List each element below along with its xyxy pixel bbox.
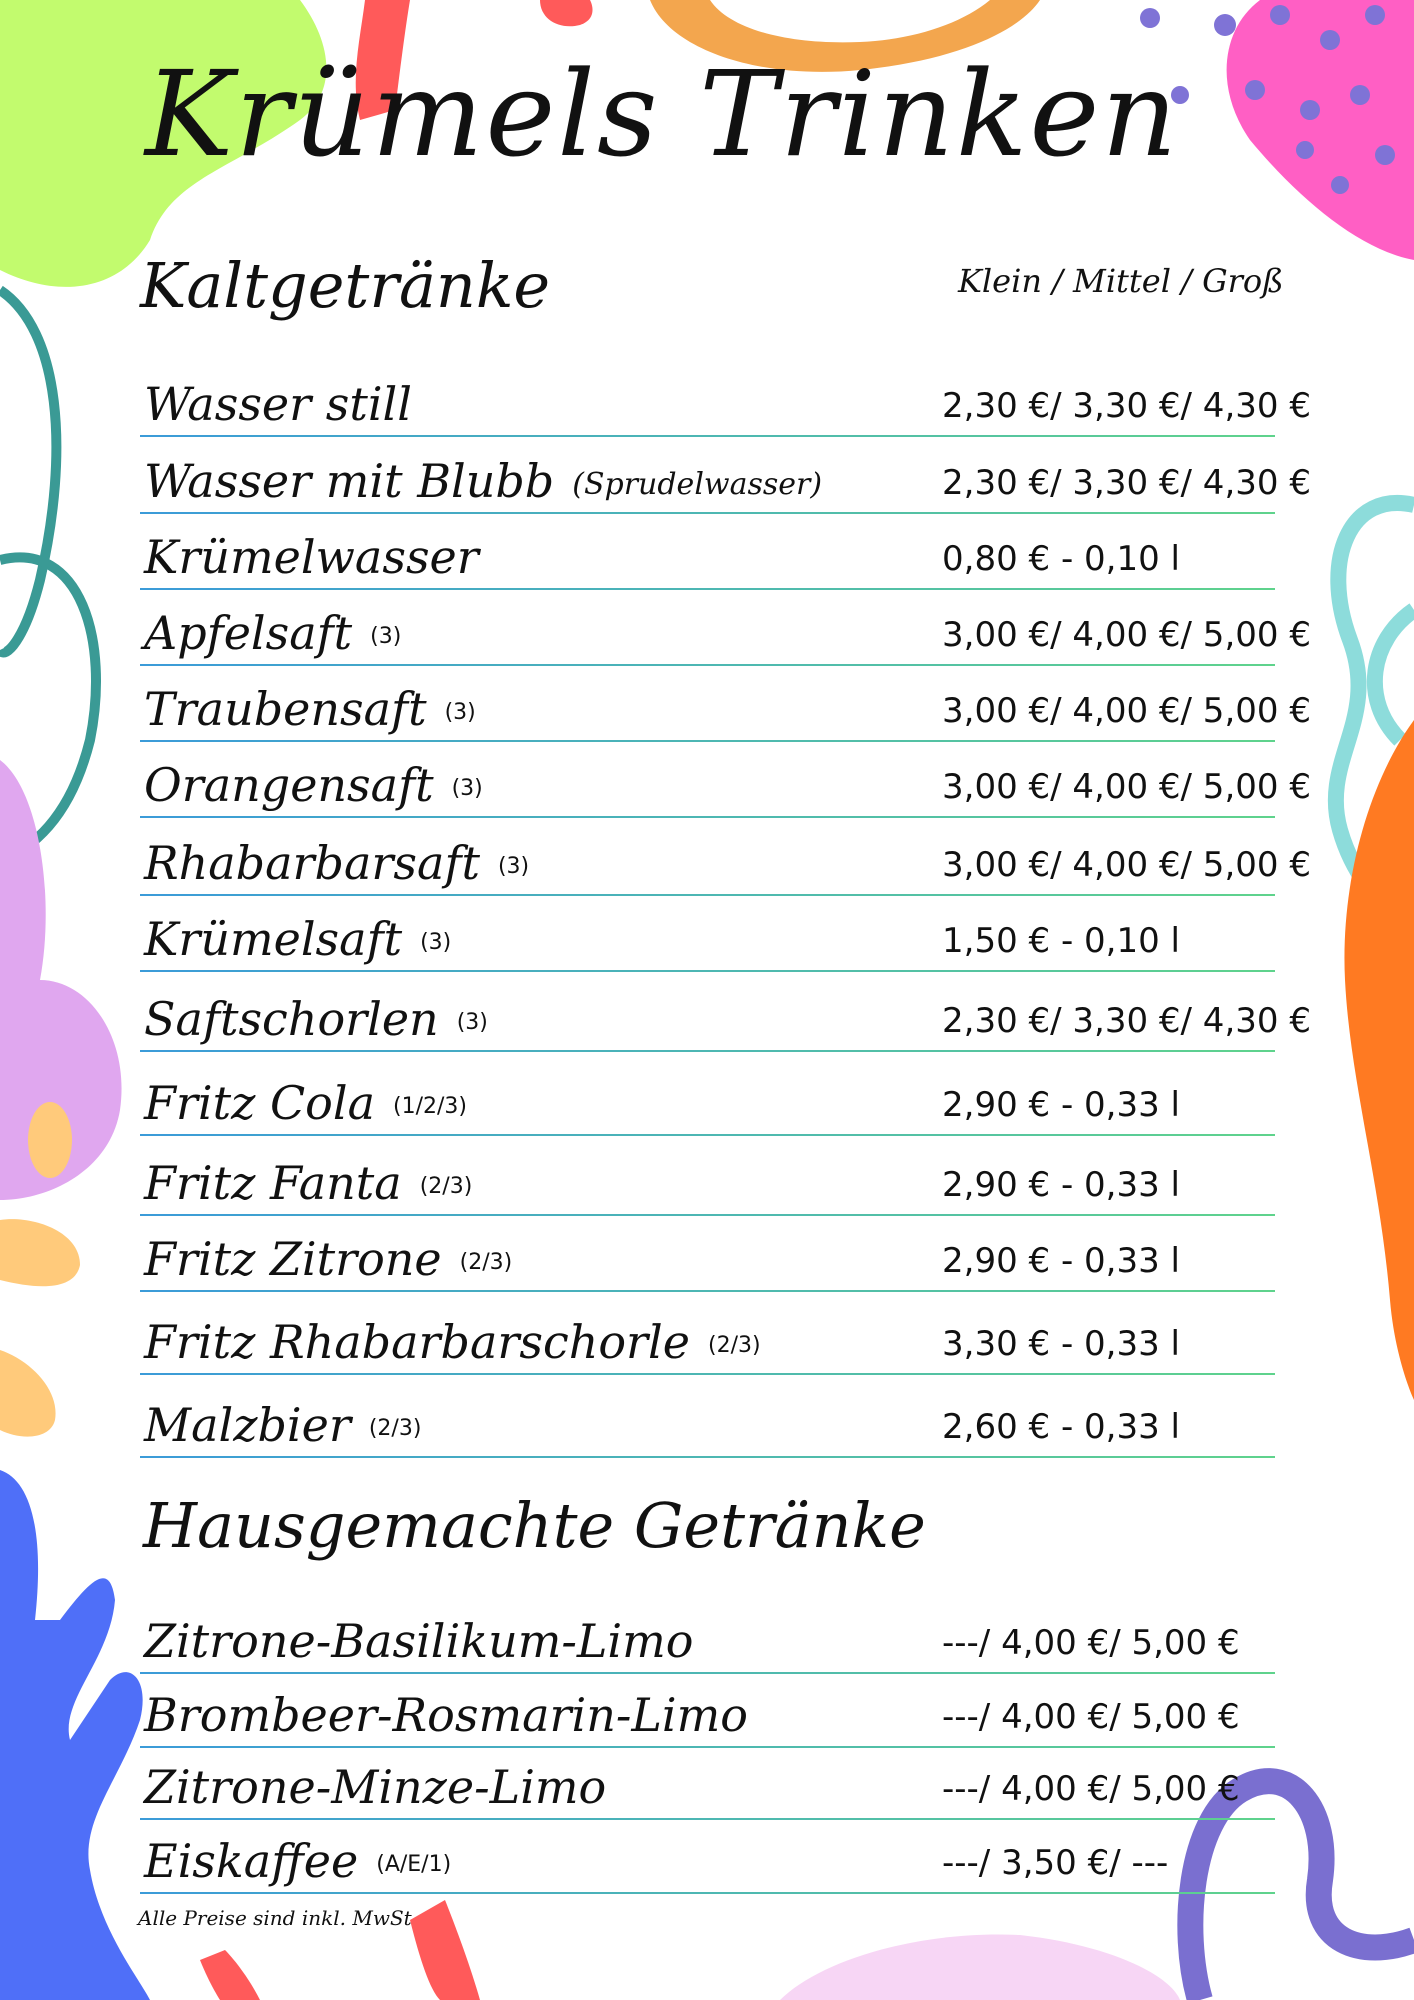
item-name bbox=[144, 1076, 467, 1130]
menu-row bbox=[140, 590, 1311, 666]
item-name bbox=[144, 1834, 452, 1888]
item-name-text: Apfelsaft bbox=[144, 606, 353, 660]
item-price: 3,00 €/ 4,00 €/ 5,00 € bbox=[942, 767, 1311, 807]
item-name-text: Wasser mit Blubb bbox=[144, 454, 555, 508]
item-name bbox=[144, 1688, 748, 1742]
item-name-text: Fritz Zitrone bbox=[144, 1232, 442, 1286]
menu-row bbox=[140, 1052, 1275, 1136]
item-note: (3) bbox=[370, 624, 402, 649]
item-name bbox=[144, 1156, 473, 1210]
section-heading-cold: Kaltgetränke bbox=[140, 249, 551, 322]
item-name bbox=[144, 1232, 513, 1286]
row-divider bbox=[140, 1892, 1275, 1894]
menu-row bbox=[140, 360, 1311, 437]
item-name-text: Orangensaft bbox=[144, 758, 434, 812]
item-price: 1,50 € - 0,10 l bbox=[942, 921, 1180, 961]
item-price: 3,30 € - 0,33 l bbox=[942, 1324, 1180, 1364]
menu-row bbox=[140, 1674, 1275, 1748]
item-price: 3,00 €/ 4,00 €/ 5,00 € bbox=[942, 615, 1311, 655]
item-name bbox=[144, 912, 452, 966]
item-name-text: Fritz Cola bbox=[144, 1076, 375, 1130]
item-name-text: Krümelwasser bbox=[144, 530, 479, 584]
item-note: (3) bbox=[451, 776, 483, 801]
item-name bbox=[144, 836, 530, 890]
item-price: 2,30 €/ 3,30 €/ 4,30 € bbox=[942, 463, 1311, 503]
item-price: ---/ 4,00 €/ 5,00 € bbox=[942, 1769, 1240, 1809]
item-name bbox=[144, 1614, 694, 1668]
item-name-text: Saftschorlen bbox=[144, 992, 439, 1046]
item-name bbox=[144, 992, 488, 1046]
menu-row bbox=[140, 818, 1311, 896]
item-note: (3) bbox=[497, 854, 530, 879]
menu-row bbox=[140, 896, 1275, 972]
item-note: (1/2/3) bbox=[393, 1094, 467, 1119]
item-name-text: Brombeer-Rosmarin-Limo bbox=[144, 1688, 748, 1742]
item-price: 3,00 €/ 4,00 €/ 5,00 € bbox=[942, 845, 1311, 885]
menu-row bbox=[140, 666, 1311, 742]
item-note: (Sprudelwasser) bbox=[572, 467, 823, 502]
item-name bbox=[144, 1398, 422, 1452]
menu-row bbox=[140, 437, 1311, 514]
item-note: (2/3) bbox=[419, 1174, 473, 1199]
footer-note: Alle Preise sind inkl. MwSt bbox=[138, 1906, 412, 1930]
item-note: (2/3) bbox=[368, 1416, 422, 1441]
menu-row bbox=[140, 1136, 1275, 1216]
item-note: (3) bbox=[456, 1010, 488, 1035]
item-price: 2,30 €/ 3,30 €/ 4,30 € bbox=[942, 386, 1311, 426]
item-note: (A/E/1) bbox=[376, 1852, 452, 1877]
menu-row bbox=[140, 514, 1275, 590]
menu-row bbox=[140, 972, 1311, 1052]
menu-row bbox=[140, 742, 1311, 818]
item-price: 2,90 € - 0,33 l bbox=[942, 1165, 1180, 1205]
item-name-text: Eiskaffee bbox=[144, 1834, 359, 1888]
item-note: (3) bbox=[444, 700, 476, 725]
size-columns-label: Klein / Mittel / Groß bbox=[958, 262, 1284, 300]
item-name bbox=[144, 758, 483, 812]
item-price: 3,00 €/ 4,00 €/ 5,00 € bbox=[942, 691, 1311, 731]
item-name-text: Traubensaft bbox=[144, 682, 427, 736]
item-price: ---/ 4,00 €/ 5,00 € bbox=[942, 1697, 1240, 1737]
item-price: ---/ 4,00 €/ 5,00 € bbox=[942, 1623, 1240, 1663]
item-price: 2,90 € - 0,33 l bbox=[942, 1241, 1180, 1281]
item-price: 0,80 € - 0,10 l bbox=[942, 539, 1180, 579]
item-price: 2,30 €/ 3,30 €/ 4,30 € bbox=[942, 1001, 1311, 1041]
item-price: 2,90 € - 0,33 l bbox=[942, 1085, 1180, 1125]
menu-row bbox=[140, 1598, 1275, 1674]
item-name-text: Wasser still bbox=[144, 377, 412, 431]
menu-row bbox=[140, 1748, 1275, 1820]
row-divider bbox=[140, 1456, 1275, 1458]
item-name bbox=[144, 606, 402, 660]
page-title: Krümels Trinken bbox=[145, 45, 1180, 183]
item-name-text: Fritz Rhabarbarschorle bbox=[144, 1315, 690, 1369]
item-name bbox=[144, 682, 476, 736]
menu-row bbox=[140, 1216, 1275, 1292]
item-name-text: Rhabarbarsaft bbox=[144, 836, 480, 890]
item-name-text: Zitrone-Basilikum-Limo bbox=[144, 1614, 694, 1668]
item-name-text: Malzbier bbox=[144, 1398, 351, 1452]
item-price: 2,60 € - 0,33 l bbox=[942, 1407, 1180, 1447]
item-name bbox=[144, 1315, 761, 1369]
menu-row bbox=[140, 1292, 1275, 1375]
item-name bbox=[144, 454, 823, 508]
item-name-text: Zitrone-Minze-Limo bbox=[144, 1760, 607, 1814]
item-name-text: Fritz Fanta bbox=[144, 1156, 402, 1210]
item-name bbox=[144, 1760, 607, 1814]
item-note: (3) bbox=[420, 930, 452, 955]
item-note: (2/3) bbox=[707, 1333, 761, 1358]
item-name bbox=[144, 530, 479, 584]
menu-row bbox=[140, 1820, 1275, 1894]
menu-row bbox=[140, 1375, 1275, 1458]
item-note: (2/3) bbox=[459, 1250, 513, 1275]
section-heading-homemade: Hausgemachte Getränke bbox=[143, 1489, 926, 1562]
item-name-text: Krümelsaft bbox=[144, 912, 403, 966]
item-name bbox=[144, 377, 412, 431]
item-price: ---/ 3,50 €/ --- bbox=[942, 1843, 1169, 1883]
